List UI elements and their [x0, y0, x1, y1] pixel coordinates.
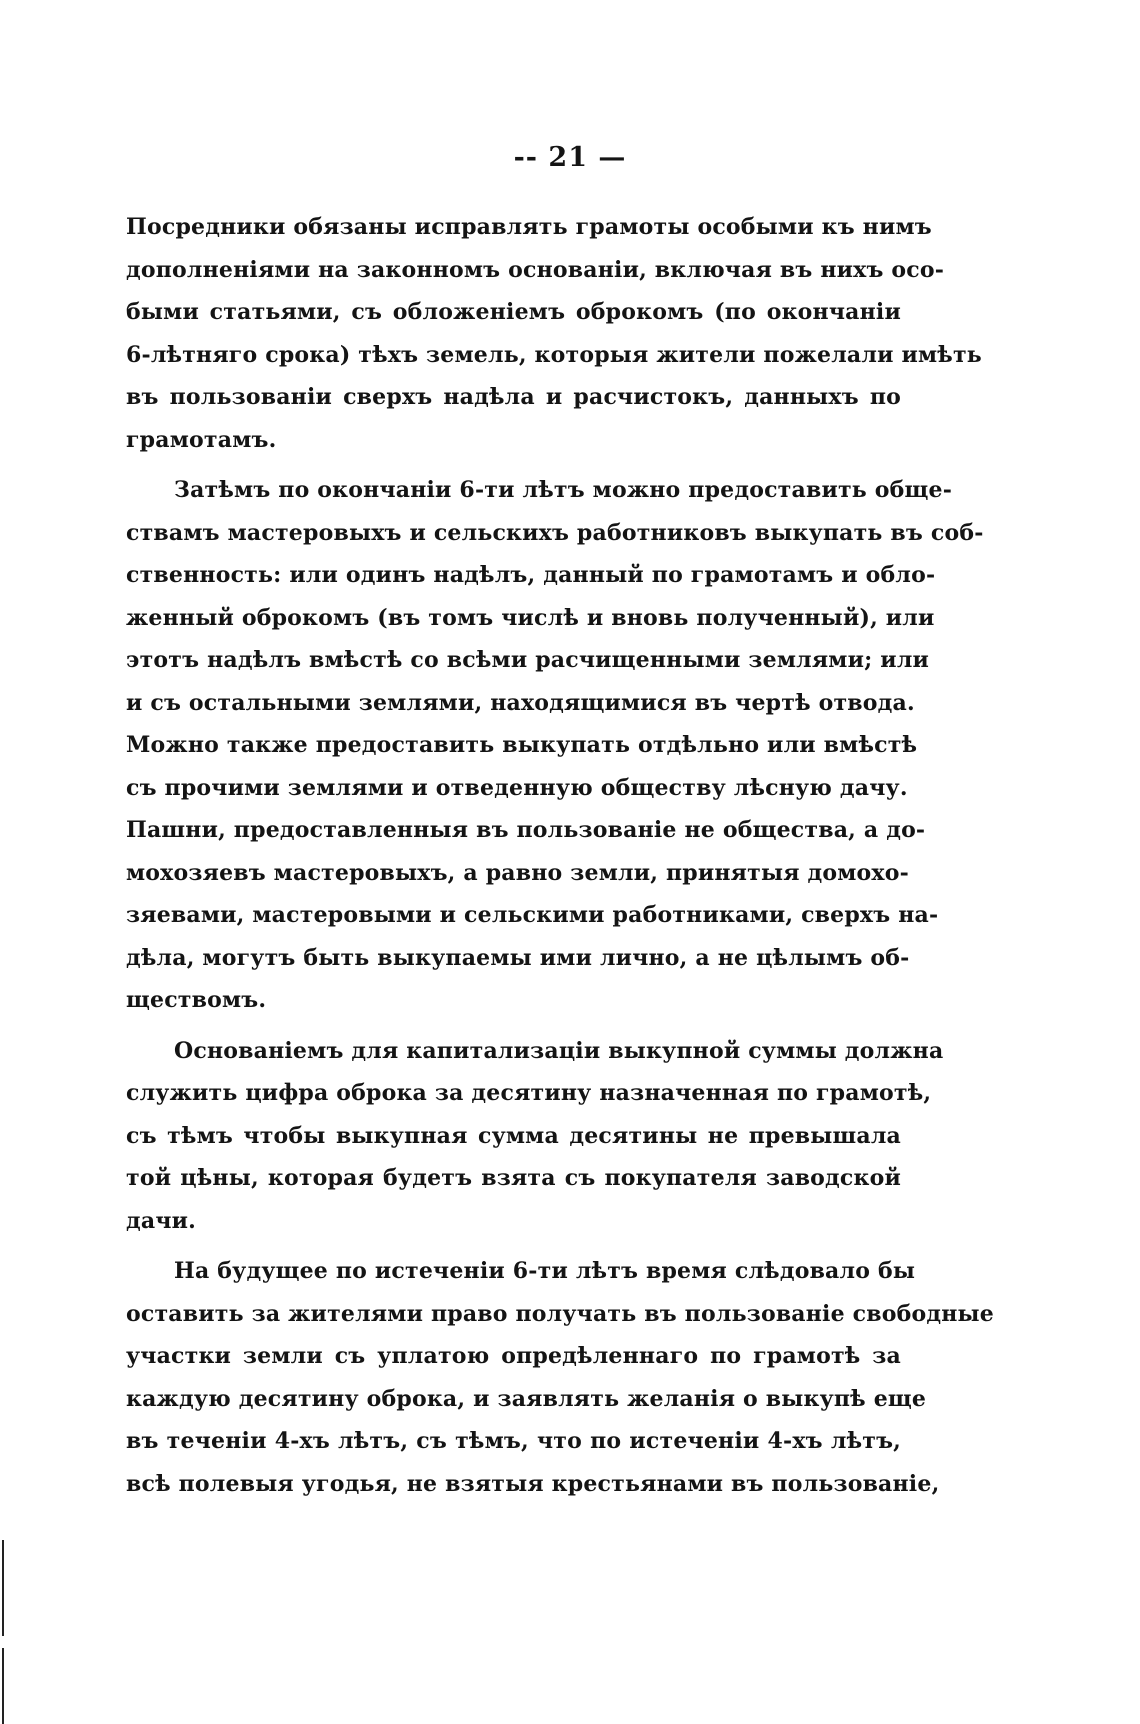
text-line: съ тѣмъ чтобы выкупная сумма десятины не превышала: [126, 1122, 901, 1149]
text-line: Затѣмъ по окончаніи 6-ти лѣтъ можно предоставить обще-: [174, 477, 953, 503]
text-line: этотъ надѣлъ вмѣстѣ со всѣми расчищенными землями; или: [126, 647, 930, 673]
text-line: всѣ полевыя угодья, не взятыя крестьянами въ пользованіе,: [126, 1470, 940, 1497]
text-line: той цѣны, которая будетъ взята съ покупателя заводской: [126, 1165, 901, 1191]
text-line: дѣла, могутъ быть выкупаемы ими лично, а не цѣлымъ об-: [126, 944, 910, 971]
text-line: Пашни, предоставленныя въ пользованіе не общества, а до-: [126, 817, 926, 843]
scan-edge-mark: [2, 1648, 4, 1724]
text-line: ществомъ.: [126, 987, 267, 1013]
paragraph-gap: [126, 1022, 901, 1030]
text-line: Посредники обязаны исправлять грамоты особыми къ нимъ: [126, 214, 932, 240]
body-text: [126, 206, 994, 1505]
text-line: участки земли съ уплатою опредѣленнаго по грамотѣ за: [126, 1343, 901, 1369]
text-line: Можно также предоставить выкупать отдѣльно или вмѣстѣ: [126, 732, 918, 758]
text-line: ственность: или одинъ надѣлъ, данный по грамотамъ и обло-: [126, 562, 936, 588]
text-line: грамотамъ.: [126, 426, 277, 453]
text-line: быми статьями, съ обложеніемъ оброкомъ (по окончаніи: [126, 299, 901, 325]
text-line: ствамъ мастеровыхъ и сельскихъ работниковъ выкупать въ соб-: [126, 519, 984, 546]
paragraph-gap: [126, 1242, 901, 1250]
text-line: служить цифра оброка за десятину назначенная по грамотѣ,: [126, 1080, 932, 1106]
text-line: оставить за жителями право получать въ пользованіе свободные: [126, 1300, 994, 1327]
scan-edge-mark: [2, 1540, 4, 1636]
text-line: Основаніемъ для капитализаціи выкупной суммы должна: [174, 1037, 944, 1064]
text-line: дачи.: [126, 1207, 196, 1234]
text-line: каждую десятину оброка, и заявлять желанія о выкупѣ еще: [126, 1385, 927, 1412]
text-line: и съ остальными землями, находящимися въ чертѣ отвода.: [126, 689, 915, 716]
text-line: въ теченіи 4-хъ лѣтъ, съ тѣмъ, что по истеченіи 4-хъ лѣтъ,: [126, 1428, 901, 1454]
text-line: 6-лѣтняго срока) тѣхъ земель, которыя жители пожелали имѣть: [126, 341, 982, 368]
text-line: женный оброкомъ (въ томъ числѣ и вновь полученный), или: [126, 604, 935, 631]
paragraph-gap: [126, 461, 901, 469]
text-line: зяевами, мастеровыми и сельскими работниками, сверхъ на-: [126, 902, 939, 928]
text-line: мохозяевъ мастеровыхъ, а равно земли, принятыя домохо-: [126, 859, 909, 886]
page-number: -- 21 —: [513, 142, 627, 173]
text-line: съ прочими землями и отведенную обществу лѣсную дачу.: [126, 774, 908, 801]
text-line: дополненіями на законномъ основаніи, включая въ нихъ осо-: [126, 256, 945, 283]
text-line: На будущее по истеченіи 6-ти лѣтъ время слѣдовало бы: [174, 1258, 916, 1284]
text-line: въ пользованіи сверхъ надѣла и расчистокъ, данныхъ по: [126, 384, 901, 410]
